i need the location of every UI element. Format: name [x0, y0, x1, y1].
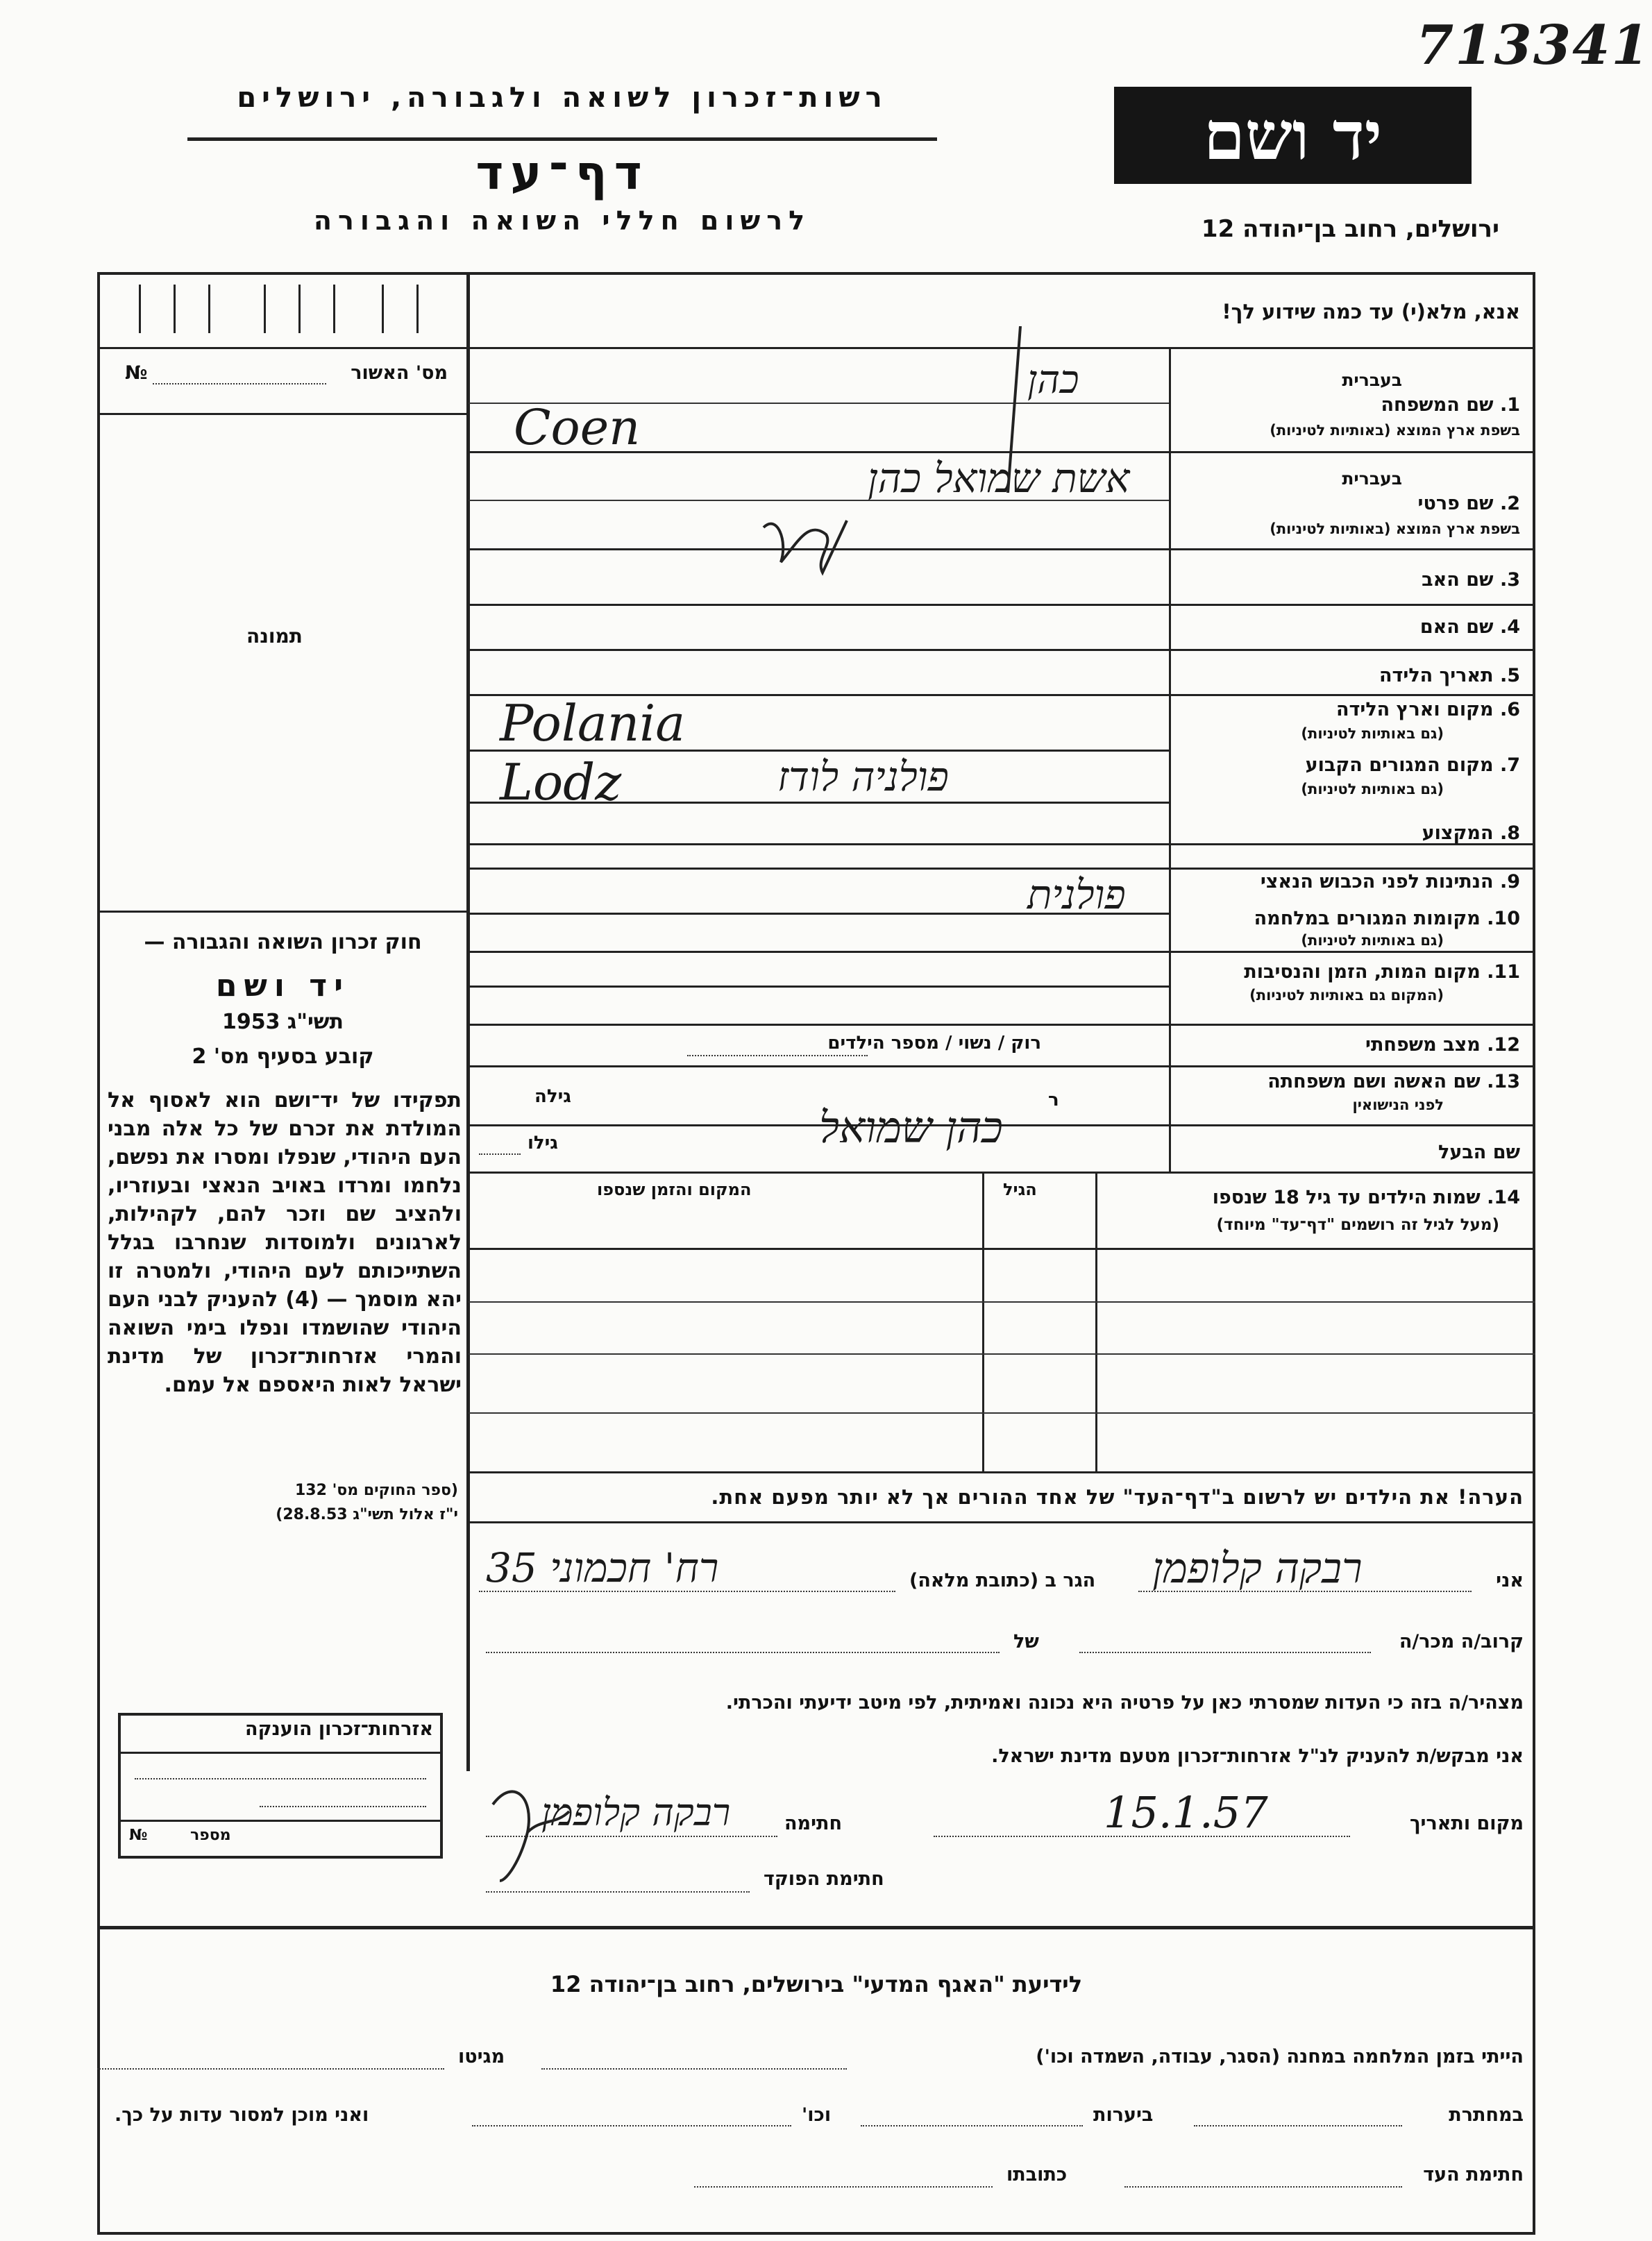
labels-divider	[1169, 347, 1171, 1172]
form-title: דף־עד	[475, 146, 649, 201]
honor-box	[118, 1713, 443, 1859]
child-row	[469, 1301, 1535, 1303]
org-name: רשות־זכרון לשואה ולגבורה, ירושלים	[237, 82, 888, 114]
law-ref: (ספר החוקים מס' 132	[294, 1482, 458, 1499]
field-7-sub: (גם באותיות לטיניות)	[1301, 781, 1444, 797]
pen-stroke	[1000, 326, 1027, 500]
law-title: חוק זכרון השואה והגבורה —	[144, 930, 422, 954]
decl-request: אני מבקש/ת להעניק לנ"ל אזרחות־זכרון מטעם מדינת ישראל.	[991, 1745, 1524, 1767]
field-11-sub: (המקום גם באותיות לטיניות)	[1249, 987, 1444, 1004]
children-title: 14. שמות הילדים עד גיל 18 שנספו	[1212, 1187, 1520, 1208]
bottom-line2-b: ביערות	[1093, 2104, 1154, 2126]
decl-address: רח' חכמוני 35	[486, 1544, 719, 1591]
field-10-sub: (גם באותיות לטיניות)	[1301, 932, 1444, 949]
intro-text: אנא, מלא(י) עד כמה שידוע לך!	[1222, 300, 1520, 323]
decl-lives-label: הגר ב (כתובת מלאה)	[909, 1570, 1096, 1591]
honor-box-no-sign: №	[129, 1827, 148, 1844]
decl-signature: רבקה קלופמן	[541, 1791, 731, 1834]
children-age-col: הגיל	[1003, 1180, 1037, 1199]
archive-number: 713341	[1416, 14, 1651, 77]
form-subtitle: לרשום חללי השואה והגבורה	[313, 205, 811, 236]
field-3-label: 3. שם האב	[1422, 569, 1520, 591]
field-13-label: 13. שם האשה ושם משפחתה	[1267, 1071, 1520, 1092]
bottom-line2-c: וכו'	[802, 2104, 832, 2126]
law-text: תפקידו של יד־ושם הוא לאסוף אל המולדת את זכרם של כל אלה מבני העם היהודי, שנפלו ומסרו את נפשם, נלחמו ומרדו באויב הנאצי ובעוזריו, ולהציב שם וזכר להם, לקהילות, לארגונים ולמוסדות שנחרבו בגלל השתייכותם לעם היהודי, ולמטרה זו יהא מוסמך — (4) להעניק לבני העם היהודי שהושמדו ונפלו בימי השואה והמרי אזרחות־זכרון של מדינת ישראל לאות היאספם אל עמם.	[108, 1088, 462, 1397]
first-name-scribble	[750, 507, 868, 583]
husband-value: כהן שמואל	[819, 1102, 1003, 1153]
header-underline	[187, 137, 937, 141]
approval-no-sign: №	[125, 362, 148, 384]
logo-text: יד ושם	[1203, 96, 1383, 175]
field-2-sub-top: בעברית	[1342, 468, 1402, 489]
bottom-line3-b: כתובתו	[1006, 2164, 1068, 2185]
field-2-label: 2. שם פרטי	[1417, 493, 1520, 514]
decl-date: 15.1.57	[1104, 1787, 1268, 1838]
children-col-divider-1	[1095, 1172, 1097, 1473]
law-ref-date: י"ז אלול תשי"ג 28.8.53)	[276, 1506, 458, 1523]
surname-hebrew: כהן	[1027, 357, 1079, 403]
marital-options: רוק / נשוי / מספר הילדים	[827, 1033, 1041, 1054]
field-5-label: 5. תאריך הלידה	[1379, 665, 1520, 686]
law-name: יד ושם	[215, 968, 351, 1004]
children-col-divider-2	[982, 1172, 984, 1473]
children-place-col: המקום והזמן שנספו	[597, 1180, 752, 1199]
honor-box-no-label: מספר	[190, 1827, 231, 1844]
first-name-hebrew: אשת שמואל כהן	[868, 455, 1130, 502]
bottom-line2-d: ואני מוכן למסור עדות על כך.	[115, 2104, 369, 2126]
decl-name: רבקה קלופמן	[1152, 1544, 1363, 1593]
child-row	[469, 1471, 1535, 1473]
honor-box-title: אזרחות־זכרון הוענקה	[245, 1718, 433, 1740]
birthplace-value: Polania	[500, 694, 686, 752]
child-row	[469, 1353, 1535, 1355]
husband-age-label: גילו	[528, 1133, 558, 1153]
field-11-label: 11. מקום המות, הזמן והנסיבות	[1244, 961, 1520, 983]
law-year: תשי"ג 1953	[221, 1010, 344, 1034]
bottom-line3-a: חתימת העד	[1423, 2164, 1524, 2185]
residence-latin: Lodz	[500, 753, 622, 811]
field-8-label: 8. המקצוע	[1422, 822, 1520, 844]
bottom-title: לידיעת "האגף המדעי" בירושלים, רחוב בן־יהודה 12	[550, 1971, 1083, 1997]
decl-signature-label: חתימה	[784, 1813, 843, 1834]
field-6-label: 6. מקום וארץ הלידה	[1335, 699, 1520, 720]
decl-officer-label: חתימת הפוקד	[764, 1868, 884, 1890]
field-6-sub: (גם באותיות לטיניות)	[1301, 725, 1444, 742]
child-hint: ר	[1048, 1090, 1059, 1110]
photo-label: תמונה	[246, 625, 303, 648]
address: ירושלים, רחוב בן־יהודה 12	[1201, 215, 1499, 243]
decl-i-label: אני	[1496, 1570, 1524, 1591]
logo	[1114, 87, 1472, 184]
field-4-label: 4. שם האם	[1419, 616, 1520, 638]
approval-label: מס' האשור	[351, 362, 448, 384]
decl-statement: מצהיר/ה בזה כי העדות שמסרתי כאן על פרטיה היא נכונה ואמיתית, לפי מיטב ידיעתי והכרתי.	[725, 1692, 1524, 1714]
field-13-sub: לפני הנישואין	[1352, 1097, 1444, 1113]
surname-latin: Coen	[514, 399, 641, 456]
field-1-sub-top: בעברית	[1342, 370, 1402, 390]
note-text: הערה! את הילדים יש לרשום ב"דף־העד" של אחד ההורים אך לא יותר מפעם אחת.	[711, 1485, 1524, 1509]
bottom-line1-b: מגיטו	[458, 2046, 505, 2067]
decl-of-label: של	[1013, 1631, 1039, 1652]
bottom-line1-a: הייתי בזמן המלחמה במחנה (הסגר, עבודה, השמדה וכו')	[1036, 2046, 1524, 2067]
husband-label: שם הבעל	[1438, 1142, 1520, 1163]
field-9-label: 9. הנתינות לפני הכבוש הנאצי	[1260, 871, 1520, 893]
child-row	[469, 1412, 1535, 1414]
law-clause: קובע בסעיף מס' 2	[192, 1045, 374, 1069]
field-7-label: 7. מקום המגורים הקבוע	[1305, 754, 1520, 776]
residence-hebrew: פולניה לודז	[777, 753, 949, 800]
nationality-value: פולנית	[1027, 871, 1126, 918]
decl-place-date-label: מקום ותאריך	[1409, 1813, 1524, 1834]
bottom-line2-a: במחתרת	[1449, 2104, 1524, 2126]
approval-ticks	[125, 285, 444, 333]
wife-age-label: גילה	[534, 1086, 571, 1107]
field-1-label: 1. שם המשפחה	[1381, 394, 1520, 416]
field-10-label: 10. מקומות המגורים במלחמה	[1254, 908, 1520, 929]
field-12-label: 12. מצב משפחתי	[1365, 1034, 1520, 1056]
decl-relative-label: קרוב/ה מכר/ה	[1399, 1631, 1524, 1652]
child-row	[469, 1248, 1535, 1250]
field-1-sub: בשפת ארץ המוצא (באותיות לטיניות)	[1270, 422, 1520, 439]
field-2-sub: בשפת ארץ המוצא (באותיות לטיניות)	[1270, 521, 1520, 537]
signature-scribble	[486, 1777, 576, 1888]
children-subtitle: (מעל לגיל זה רושמים "דף־עד" מיוחד)	[1216, 1216, 1499, 1234]
